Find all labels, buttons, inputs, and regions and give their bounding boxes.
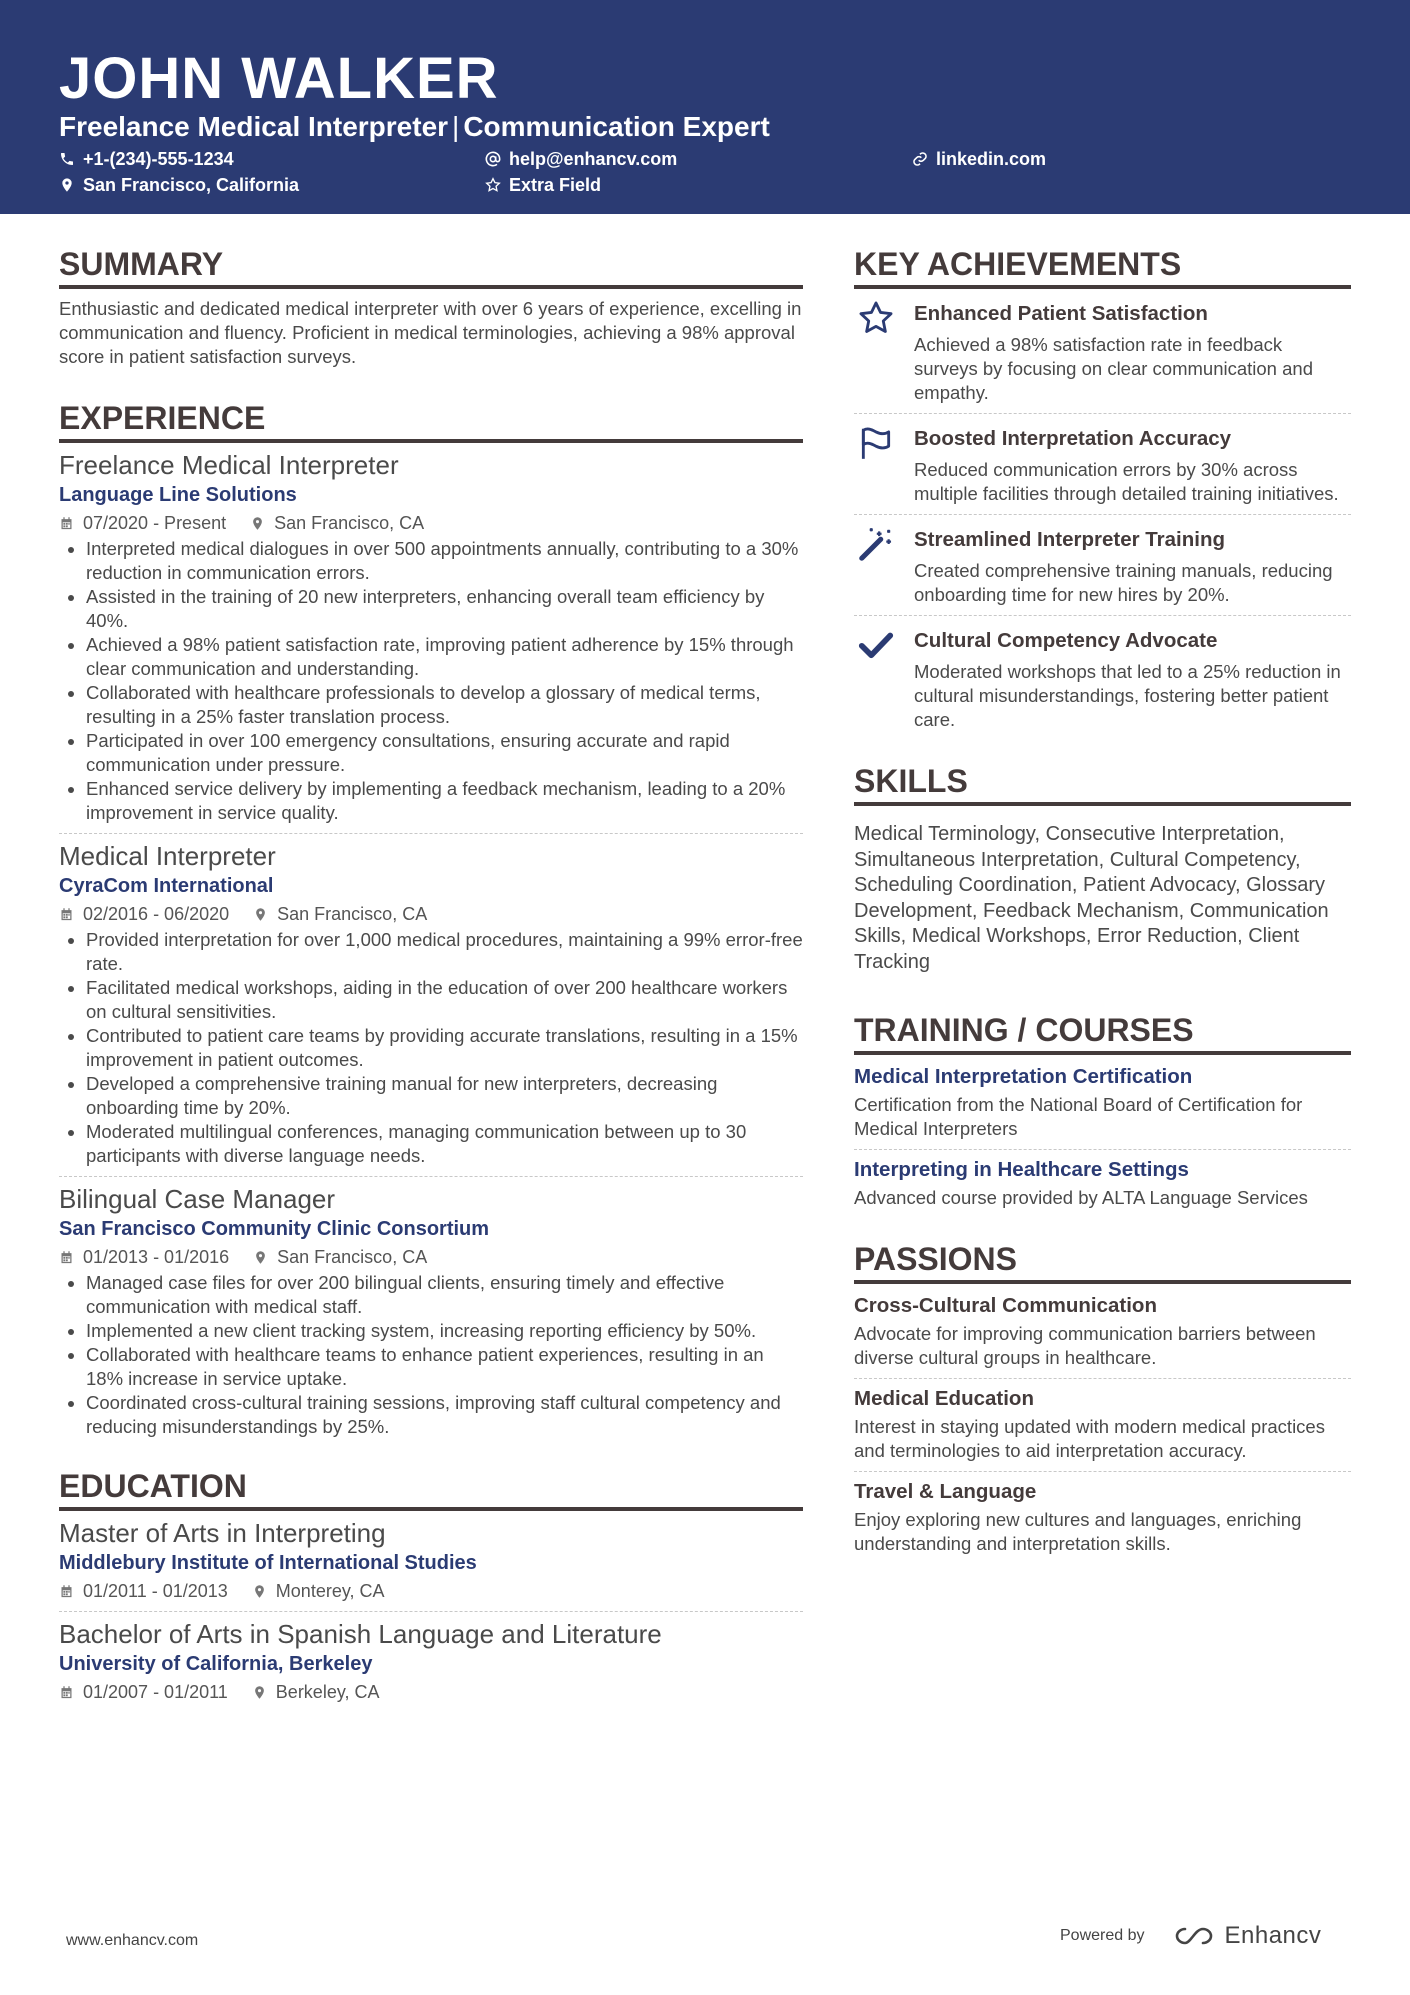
achievement-text: Created comprehensive training manuals, reducing onboarding time for new hires by 20%.	[914, 560, 1333, 605]
enhancv-logo-icon	[1173, 1923, 1219, 1949]
calendar-icon	[59, 516, 74, 531]
experience-section	[59, 399, 803, 1439]
bullet-item: • Developed a comprehensive training manual for new interpreters, decreasing onboarding time by 20%.	[86, 1072, 803, 1120]
link-icon	[912, 151, 928, 167]
achievement-item	[854, 291, 1351, 411]
job-dates: 07/2020 - Present	[83, 513, 227, 533]
skills-text: Medical Terminology, Consecutive Interpretation, Simultaneous Interpretation, Cultural Competency, Scheduling Coordination, Patient Advocacy, Glossary Development, Feedback Mechanism, Communication Skills, Medical Workshops, Error Reduction, Client Tracking	[854, 823, 1329, 973]
achievement-item	[854, 416, 1351, 512]
passion-text: Enjoy exploring new cultures and languages, enriching understanding and interpretation skills.	[854, 1509, 1302, 1554]
achievement-text: Moderated workshops that led to a 25% reduction in cultural misunderstandings, fostering better patient care.	[914, 661, 1341, 730]
skills-heading: SKILLS	[854, 762, 1351, 806]
degree-title: Master of Arts in Interpreting	[59, 1518, 386, 1548]
training-section	[854, 1011, 1351, 1210]
job-bullets	[59, 1271, 803, 1439]
education-meta	[59, 1680, 803, 1704]
passions-section	[854, 1240, 1351, 1556]
job-title: Medical Interpreter	[59, 841, 276, 871]
achievement-item	[854, 618, 1351, 738]
passion-item	[854, 1478, 1351, 1556]
flag-icon	[857, 424, 895, 462]
training-text: Certification from the National Board of Certification for Medical Interpreters	[854, 1094, 1303, 1139]
achievements-heading: KEY ACHIEVEMENTS	[854, 245, 1351, 289]
education-entry	[59, 1618, 803, 1704]
education-section	[59, 1467, 803, 1704]
tagline-secondary: Communication Expert	[463, 111, 770, 142]
achievement-text: Reduced communication errors by 30% across multiple facilities through detailed training initiatives.	[914, 459, 1339, 504]
left-column	[59, 245, 803, 1706]
candidate-name: JOHN WALKER	[59, 46, 499, 111]
entry-divider	[854, 615, 1351, 616]
location-pin-icon	[252, 1584, 267, 1599]
experience-entry	[59, 449, 803, 825]
bullet-item: • Provided interpretation for over 1,000 medical procedures, maintaining a 99% error-free rate.	[86, 928, 803, 976]
entry-divider	[854, 413, 1351, 414]
achievement-title: Streamlined Interpreter Training	[914, 528, 1225, 551]
achievements-section	[854, 245, 1351, 738]
job-dates: 01/2013 - 01/2016	[83, 1247, 230, 1267]
contact-location	[59, 174, 299, 196]
passion-title: Cross-Cultural Communication	[854, 1294, 1157, 1317]
skills-section	[854, 762, 1351, 975]
star-outline-icon	[485, 177, 501, 193]
achievement-title: Boosted Interpretation Accuracy	[914, 427, 1232, 450]
job-location-text: San Francisco, CA	[277, 904, 428, 924]
calendar-icon	[59, 1250, 74, 1265]
training-heading: TRAINING / COURSES	[854, 1011, 1351, 1055]
training-item	[854, 1156, 1351, 1210]
bullet-item: • Participated in over 100 emergency consultations, ensuring accurate and rapid communication under pressure.	[86, 729, 803, 777]
education-meta	[59, 1579, 803, 1603]
company-name: San Francisco Community Clinic Consortium	[59, 1218, 490, 1240]
bullet-item: • Moderated multilingual conferences, managing communication between up to 30 participants with diverse language needs.	[86, 1120, 803, 1168]
job-dates: 02/2016 - 06/2020	[83, 904, 230, 924]
bullet-item: • Enhanced service delivery by implementing a feedback mechanism, leading to a 20% improvement in service quality.	[86, 777, 803, 825]
entry-divider	[59, 1176, 803, 1177]
school-name: University of California, Berkeley	[59, 1653, 373, 1675]
job-bullets	[59, 928, 803, 1168]
job-meta	[59, 902, 803, 926]
footer-branding	[1060, 1922, 1321, 1950]
contact-email[interactable]	[485, 148, 677, 170]
achievement-text: Achieved a 98% satisfaction rate in feedback surveys by focusing on clear communication and empathy.	[914, 334, 1313, 403]
resume-header	[0, 0, 1410, 214]
job-meta	[59, 1245, 803, 1269]
powered-by-label: Powered by	[1060, 1927, 1145, 1944]
bullet-item: • Coordinated cross-cultural training sessions, improving staff cultural competency and reducing misunderstandings by 25%.	[86, 1391, 803, 1439]
candidate-tagline	[59, 109, 770, 145]
training-item	[854, 1063, 1351, 1141]
job-meta	[59, 511, 803, 535]
job-location	[253, 1245, 427, 1269]
calendar-icon	[59, 1685, 74, 1700]
calendar-icon	[59, 1584, 74, 1599]
job-location-text: San Francisco, CA	[274, 513, 425, 533]
brand-name: Enhancv	[1224, 1922, 1322, 1949]
tagline-separator: |	[452, 111, 460, 142]
checkmark-icon	[857, 626, 895, 664]
training-title: Medical Interpretation Certification	[854, 1065, 1193, 1088]
bullet-item: • Collaborated with healthcare teams to enhance patient experiences, resulting in an 18% increase in service uptake.	[86, 1343, 803, 1391]
summary-section	[59, 245, 803, 369]
education-location	[252, 1680, 380, 1704]
bullet-item: • Contributed to patient care teams by providing accurate translations, resulting in a 15% improvement in patient outcomes.	[86, 1024, 803, 1072]
job-title: Freelance Medical Interpreter	[59, 450, 399, 480]
bullet-item: • Achieved a 98% patient satisfaction rate, improving patient adherence by 15% through clear communication and understanding.	[86, 633, 803, 681]
entry-divider	[854, 1149, 1351, 1150]
location-pin-icon	[253, 1250, 268, 1265]
bullet-item: • Implemented a new client tracking system, increasing reporting efficiency by 50%.	[86, 1319, 803, 1343]
entry-divider	[854, 1378, 1351, 1379]
training-title: Interpreting in Healthcare Settings	[854, 1158, 1189, 1181]
bullet-item: • Assisted in the training of 20 new interpreters, enhancing overall team efficiency by 40%.	[86, 585, 803, 633]
achievement-title: Enhanced Patient Satisfaction	[914, 302, 1208, 325]
passions-heading: PASSIONS	[854, 1240, 1351, 1284]
right-column	[854, 245, 1351, 1556]
contact-linkedin[interactable]	[912, 148, 1046, 170]
location-text: San Francisco, California	[83, 175, 300, 195]
entry-divider	[854, 514, 1351, 515]
star-icon	[857, 299, 895, 337]
job-bullets	[59, 537, 803, 825]
education-location	[252, 1579, 385, 1603]
training-text: Advanced course provided by ALTA Language Services	[854, 1187, 1308, 1208]
job-location	[253, 902, 427, 926]
tagline-primary: Freelance Medical Interpreter	[59, 111, 449, 142]
bullet-item: • Facilitated medical workshops, aiding in the education of over 200 healthcare workers on cultural sensitivities.	[86, 976, 803, 1024]
at-sign-icon	[485, 151, 501, 167]
magic-wand-icon	[857, 525, 895, 563]
passion-text: Interest in staying updated with modern medical practices and terminologies to aid interpretation accuracy.	[854, 1416, 1325, 1461]
calendar-icon	[59, 907, 74, 922]
phone-icon	[59, 151, 75, 167]
entry-divider	[59, 1611, 803, 1612]
education-location-text: Berkeley, CA	[275, 1682, 380, 1702]
company-name: CyraCom International	[59, 875, 274, 897]
job-title: Bilingual Case Manager	[59, 1184, 336, 1214]
school-name: Middlebury Institute of International Studies	[59, 1552, 477, 1574]
degree-title: Bachelor of Arts in Spanish Language and Literature	[59, 1619, 662, 1649]
location-pin-icon	[250, 516, 265, 531]
passion-item	[854, 1385, 1351, 1463]
job-location	[250, 511, 424, 535]
education-entry	[59, 1517, 803, 1603]
education-heading: EDUCATION	[59, 1467, 803, 1511]
location-pin-icon	[253, 907, 268, 922]
location-pin-icon	[59, 177, 75, 193]
summary-heading: SUMMARY	[59, 245, 803, 289]
passion-text: Advocate for improving communication barriers between diverse cultural groups in healthcare.	[854, 1323, 1316, 1368]
passion-item	[854, 1292, 1351, 1370]
experience-heading: EXPERIENCE	[59, 399, 803, 443]
location-pin-icon	[252, 1685, 267, 1700]
education-location-text: Monterey, CA	[275, 1581, 385, 1601]
linkedin-url: linkedin.com	[936, 149, 1047, 169]
bullet-item: • Managed case files for over 200 bilingual clients, ensuring timely and effective communication with medical staff.	[86, 1271, 803, 1319]
bullet-item: • Collaborated with healthcare professionals to develop a glossary of medical terms, resulting in a 25% faster translation process.	[86, 681, 803, 729]
achievement-item	[854, 517, 1351, 613]
education-dates: 01/2007 - 01/2011	[83, 1682, 228, 1702]
summary-text: Enthusiastic and dedicated medical interpreter with over 6 years of experience, excelling in communication and fluency. Proficient in medical terminologies, achieving a 98% approval score in patient satisfaction surveys.	[59, 298, 802, 367]
job-location-text: San Francisco, CA	[277, 1247, 428, 1267]
achievement-title: Cultural Competency Advocate	[914, 629, 1218, 652]
entry-divider	[59, 833, 803, 834]
passion-title: Medical Education	[854, 1387, 1034, 1410]
contact-extra	[485, 174, 601, 196]
entry-divider	[854, 1471, 1351, 1472]
education-dates: 01/2011 - 01/2013	[83, 1581, 228, 1601]
company-name: Language Line Solutions	[59, 484, 297, 506]
passion-title: Travel & Language	[854, 1480, 1037, 1503]
bullet-item: • Interpreted medical dialogues in over 500 appointments annually, contributing to a 30% reduction in communication errors.	[86, 537, 803, 585]
extra-field-text: Extra Field	[509, 175, 602, 195]
experience-entry	[59, 840, 803, 1168]
email-address: help@enhancv.com	[509, 149, 678, 169]
footer-website[interactable]: www.enhancv.com	[66, 1932, 199, 1949]
phone-number: +1-(234)-555-1234	[83, 149, 234, 169]
contact-phone	[59, 148, 234, 170]
experience-entry	[59, 1183, 803, 1439]
